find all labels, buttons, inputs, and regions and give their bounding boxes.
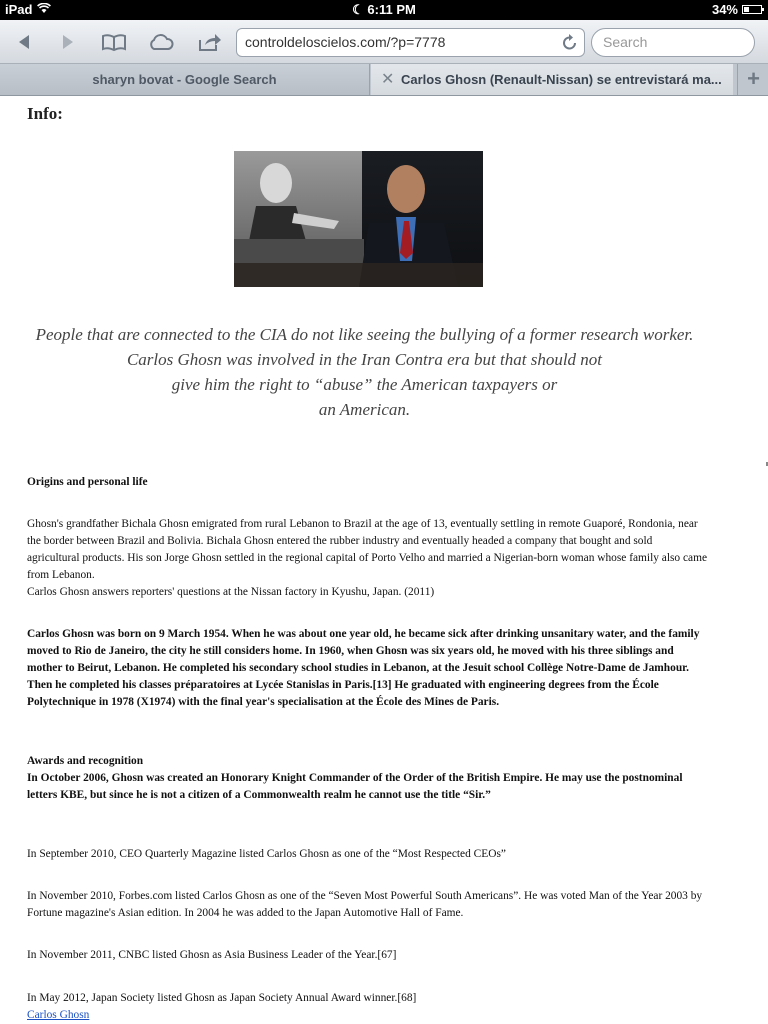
tab-bar: [0, 64, 768, 96]
paragraph-nov-2011: In November 2011, CNBC listed Ghosn as Asia Business Leader of the Year.[67]: [27, 949, 397, 961]
tab-google-search[interactable]: [0, 64, 370, 95]
back-button[interactable]: [10, 28, 38, 56]
carlos-ghosn-link[interactable]: Carlos Ghosn: [27, 1009, 90, 1021]
info-heading: Info:: [27, 104, 63, 123]
tab-label: Carlos Ghosn (Renault-Nissan) se entrevistará ma...: [401, 72, 722, 87]
quote-line: give him the right to “abuse” the American taxpayers or: [171, 375, 558, 394]
forward-button[interactable]: [54, 28, 82, 56]
tab-carlos-ghosn[interactable]: [371, 64, 733, 95]
quote-line: Carlos Ghosn was involved in the Iran Contra era but that should not: [126, 350, 603, 369]
page-content: [0, 96, 768, 1024]
search-placeholder: Search: [603, 34, 648, 50]
book-icon: [101, 32, 127, 52]
bookmarks-button[interactable]: [100, 28, 128, 56]
cloud-icon: [147, 32, 175, 52]
battery-percent: 34%: [711, 2, 738, 17]
paragraph-may-2012: [27, 990, 707, 1024]
address-bar[interactable]: [236, 28, 585, 57]
search-field[interactable]: [591, 28, 755, 57]
clock: 6:11 PM: [367, 2, 416, 17]
origins-paragraph: [27, 516, 707, 601]
birth-paragraph: Carlos Ghosn was born on 9 March 1954. When he was about one year old, he became sick after drinking unsanitary water, and the family moved to Rio de Janeiro, the city he still considers home. In 1960, when Ghosn was six years old, he moved with his three siblings and mother to Beirut, Lebanon. He completed his secondary school studies in Lebanon, at the Jesuit school Collège Notre-Dame de Jamhour. Then he completed his classes préparatoires at Lycée Stanislas in Paris.[13] He graduated with engineering degrees from the École Polytechnique in 1978 (X1974) with the final year's specialisation at the École des Mines de Paris.: [27, 628, 700, 708]
section-heading-origins: Origins and personal life: [27, 476, 148, 488]
new-tab-button[interactable]: [737, 64, 768, 95]
share-button[interactable]: [195, 28, 223, 56]
browser-toolbar: [0, 20, 768, 64]
article-photo: [234, 151, 483, 287]
plus-icon: +: [747, 66, 760, 91]
section-heading-awards: Awards and recognition: [27, 755, 144, 767]
pull-quote: [27, 322, 702, 422]
paragraph-sep-2010: In September 2010, CEO Quarterly Magazine listed Carlos Ghosn as one of the “Most Respected CEOs”: [27, 848, 506, 860]
status-bar: [0, 0, 768, 20]
awards-text: In October 2006, Ghosn was created an Honorary Knight Commander of the Order of the British Empire. He may use the postnominal letters KBE, but since he is not a citizen of a Commonwealth realm he cannot use the title “Sir.”: [27, 772, 683, 801]
device-label: iPad: [5, 2, 33, 17]
icloud-tabs-button[interactable]: [147, 28, 175, 56]
url-text: controldeloscielos.com/?p=7778: [245, 34, 446, 50]
photo-caption: Carlos Ghosn answers reporters' questions at the Nissan factory in Kyushu, Japan. (2011): [27, 586, 435, 598]
close-tab-icon[interactable]: ✕: [381, 71, 395, 88]
reload-icon[interactable]: [562, 33, 578, 54]
forward-arrow-icon: [58, 32, 78, 52]
moon-icon: ☾: [352, 2, 364, 17]
paragraph-nov-2010: In November 2010, Forbes.com listed Carlos Ghosn as one of the “Seven Most Powerful South Americans”. He was voted Man of the Year 2003 by Fortune magazine's Asian edition. In 2004 he was added to the Japan Automotive Hall of Fame.: [27, 890, 703, 919]
tab-label: sharyn bovat - Google Search: [92, 72, 277, 87]
quote-line: an American.: [318, 400, 411, 419]
may-2012-text: In May 2012, Japan Society listed Ghosn as Japan Society Annual Award winner.[68]: [27, 992, 417, 1004]
back-arrow-icon: [14, 32, 34, 52]
awards-section: [27, 753, 707, 804]
share-icon: [196, 31, 222, 53]
quote-line: People that are connected to the CIA do not like seeing the bullying of a former research worker.: [35, 325, 694, 344]
battery-icon: [742, 5, 762, 14]
origins-text: Ghosn's grandfather Bichala Ghosn emigrated from rural Lebanon to Brazil at the age of 13, eventually settling in remote Guaporé, Rondonia, near the border between Brazil and Bolivia. Bichala Ghosn entered the rubber industry and eventually headed a company that bought and sold agricultural products. His son Jorge Ghosn settled in the regional capital of Porto Velho and married a Nigerian-born woman whose family also came from Lebanon.: [27, 518, 707, 581]
